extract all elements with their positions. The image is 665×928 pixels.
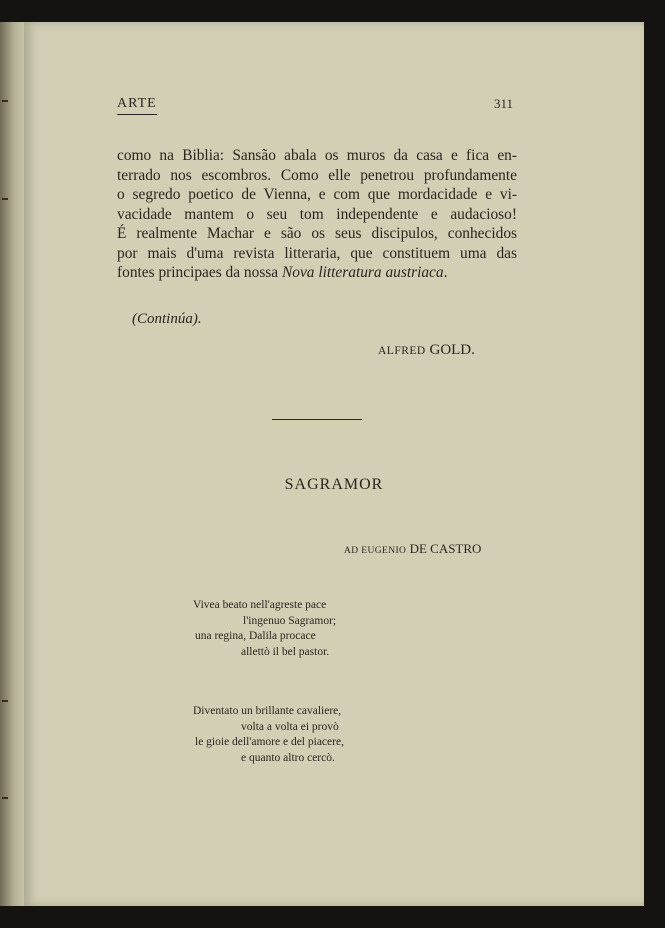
poem-stanza (193, 704, 344, 766)
prose-line: vacidade mantem o seu tom independente e audacioso! (117, 205, 517, 223)
poem-dedication (344, 541, 481, 557)
running-header: ARTE (117, 96, 157, 115)
prose-line: como na Biblia: Sansão abala os muros da casa e fica en- (117, 147, 517, 164)
continuation-note: (Continúa). (132, 311, 202, 327)
verse-line: volta a volta ei provò (241, 720, 339, 733)
prose-paragraph (117, 146, 517, 283)
book-page (24, 22, 644, 906)
prose-line (117, 263, 517, 283)
verse-line: allettò il bel pastor. (241, 645, 330, 658)
verse-line: una regina, Dalila procace (195, 630, 316, 642)
author-last-name: GOLD. (429, 342, 475, 358)
verse-line: e quanto altro cercò. (241, 751, 335, 764)
margin-mark (2, 700, 8, 702)
page-number: 311 (494, 96, 514, 111)
verse-line: l'ingenuo Sagramor; (243, 614, 337, 627)
verse-line: Diventato un brillante cavaliere, (193, 705, 342, 717)
section-divider (272, 419, 362, 420)
margin-mark (2, 100, 8, 102)
verse-line: le gioie dell'amore e del piacere, (195, 736, 344, 748)
prose-line: por mais d'uma revista litteraria, que constituem uma das (117, 244, 517, 262)
prose-text: . (443, 264, 448, 281)
margin-mark (2, 198, 8, 200)
poem-title: SAGRAMOR (284, 476, 384, 493)
prose-line: É realmente Machar e são os seus discipulos, conhecidos (117, 225, 517, 242)
book-spine (0, 22, 26, 906)
author-first-name: ALFRED (378, 345, 426, 357)
dedication-name: DE CASTRO (409, 541, 482, 556)
prose-italic-title: Nova litteratura austriaca (281, 264, 444, 281)
prose-line: terrado nos escombros. Como elle penetrou profundamente (117, 166, 517, 184)
author-signature (378, 342, 475, 359)
prose-text: fontes principaes da nossa (117, 264, 282, 281)
poem-stanza (193, 598, 336, 660)
prose-line: o segredo poetico de Vienna, e com que mordacidade e vi- (117, 186, 517, 203)
verse-line: Vivea beato nell'agreste pace (193, 599, 327, 611)
dedication-prefix: AD EUGENIO (344, 546, 407, 556)
margin-mark (2, 797, 8, 799)
